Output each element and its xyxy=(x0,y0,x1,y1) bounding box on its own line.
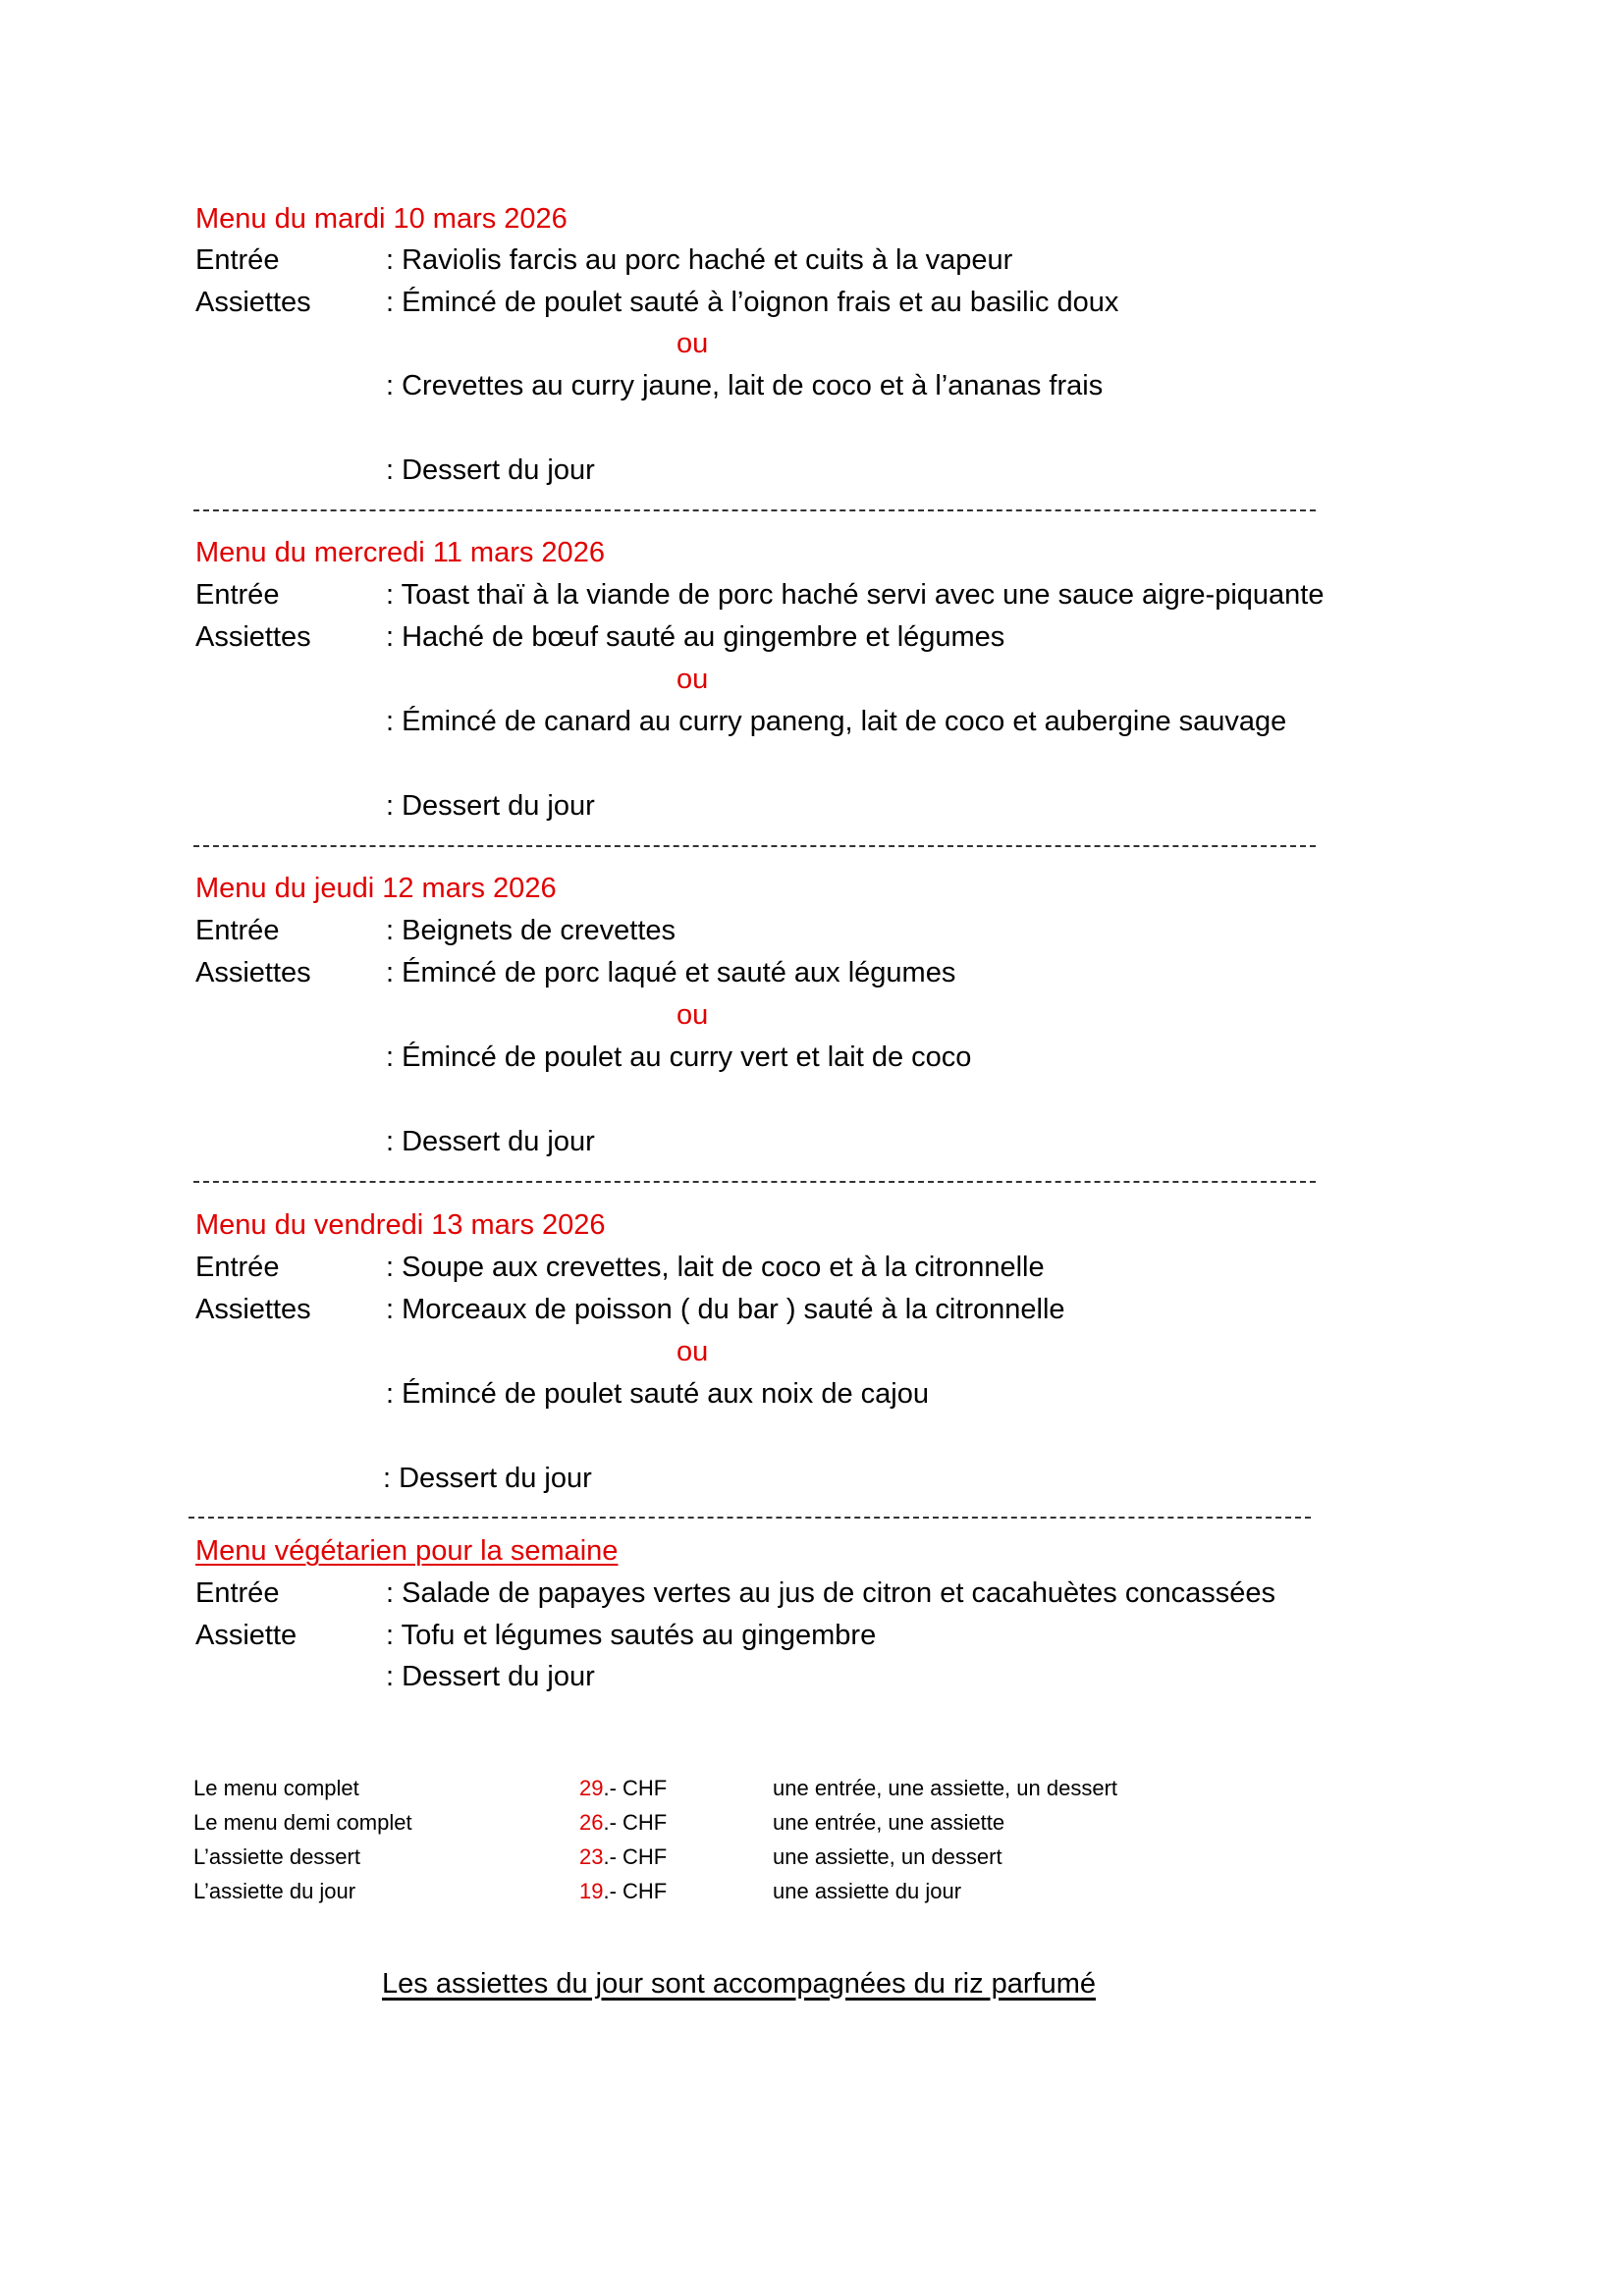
plates-label: Assiettes xyxy=(195,287,311,318)
price-currency: .- CHF xyxy=(603,1776,668,1800)
plate-option-2: : Émincé de poulet au curry vert et lait de coco xyxy=(386,1041,972,1073)
rice-note: Les assiettes du jour sont accompagnées du riz parfumé xyxy=(382,1968,1097,2000)
or-separator: ou xyxy=(677,328,709,359)
price-currency: .- CHF xyxy=(603,1810,668,1835)
plate-option-2: : Crevettes au curry jaune, lait de coco et à l’ananas frais xyxy=(386,370,1104,401)
dessert: : Dessert du jour xyxy=(386,1661,595,1692)
entree-dish: : Raviolis farcis au porc haché et cuits à la vapeur xyxy=(386,244,1013,276)
price-number: 23 xyxy=(579,1844,604,1869)
plate-option-1: : Haché de bœuf sauté au gingembre et légumes xyxy=(386,621,1005,653)
price-label: L’assiette du jour xyxy=(193,1879,356,1903)
dashed-divider xyxy=(193,1181,1316,1183)
plate-option-1: : Morceaux de poisson ( du bar ) sauté à la citronnelle xyxy=(386,1294,1065,1325)
entree-label: Entrée xyxy=(195,244,280,276)
plates-label: Assiettes xyxy=(195,1294,311,1325)
or-separator: ou xyxy=(677,999,709,1031)
day-title: Menu du jeudi 12 mars 2026 xyxy=(195,873,557,904)
price-amount xyxy=(579,1812,667,1834)
plate-dish: : Tofu et légumes sautés au gingembre xyxy=(386,1620,877,1651)
price-description: une entrée, une assiette, un dessert xyxy=(773,1776,1118,1800)
price-description: une entrée, une assiette xyxy=(773,1810,1005,1835)
price-amount xyxy=(579,1846,667,1868)
dessert: : Dessert du jour xyxy=(386,1126,595,1157)
price-currency: .- CHF xyxy=(603,1844,668,1869)
plate-option-2: : Émincé de poulet sauté aux noix de cajou xyxy=(386,1378,929,1410)
price-description: une assiette du jour xyxy=(773,1879,962,1903)
plates-label: Assiettes xyxy=(195,621,311,653)
price-amount xyxy=(579,1881,667,1902)
plates-label: Assiettes xyxy=(195,957,311,988)
price-currency: .- CHF xyxy=(603,1879,668,1903)
price-amount xyxy=(579,1778,667,1799)
or-separator: ou xyxy=(677,664,709,695)
entree-dish: : Salade de papayes vertes au jus de citron et cacahuètes concassées xyxy=(386,1577,1276,1609)
or-separator: ou xyxy=(677,1336,709,1367)
plate-label: Assiette xyxy=(195,1620,298,1651)
entree-label: Entrée xyxy=(195,1577,280,1609)
dessert: : Dessert du jour xyxy=(386,790,595,822)
entree-label: Entrée xyxy=(195,1252,280,1283)
dessert: : Dessert du jour xyxy=(386,454,595,486)
price-label: Le menu demi complet xyxy=(193,1810,412,1835)
price-number: 29 xyxy=(579,1776,604,1800)
day-title: Menu du mercredi 11 mars 2026 xyxy=(195,537,605,568)
plate-option-1: : Émincé de porc laqué et sauté aux légumes xyxy=(386,957,956,988)
dashed-divider xyxy=(193,509,1316,511)
day-title: Menu du mardi 10 mars 2026 xyxy=(195,203,568,235)
price-number: 19 xyxy=(579,1879,604,1903)
entree-dish: : Soupe aux crevettes, lait de coco et à la citronnelle xyxy=(386,1252,1045,1283)
entree-dish: : Toast thaï à la viande de porc haché servi avec une sauce aigre-piquante xyxy=(386,579,1325,611)
price-label: Le menu complet xyxy=(193,1776,359,1800)
plate-option-2: : Émincé de canard au curry paneng, lait de coco et aubergine sauvage xyxy=(386,706,1287,737)
day-title: Menu du vendredi 13 mars 2026 xyxy=(195,1209,606,1241)
price-description: une assiette, un dessert xyxy=(773,1844,1002,1869)
entree-label: Entrée xyxy=(195,579,280,611)
plate-option-1: : Émincé de poulet sauté à l’oignon frais et au basilic doux xyxy=(386,287,1119,318)
dashed-divider xyxy=(189,1517,1311,1519)
dashed-divider xyxy=(193,845,1316,847)
entree-label: Entrée xyxy=(195,915,280,946)
dessert: : Dessert du jour xyxy=(383,1463,592,1494)
entree-dish: : Beignets de crevettes xyxy=(386,915,676,946)
vegetarian-title: Menu végétarien pour la semaine xyxy=(195,1535,619,1567)
price-label: L’assiette dessert xyxy=(193,1844,360,1869)
price-number: 26 xyxy=(579,1810,604,1835)
